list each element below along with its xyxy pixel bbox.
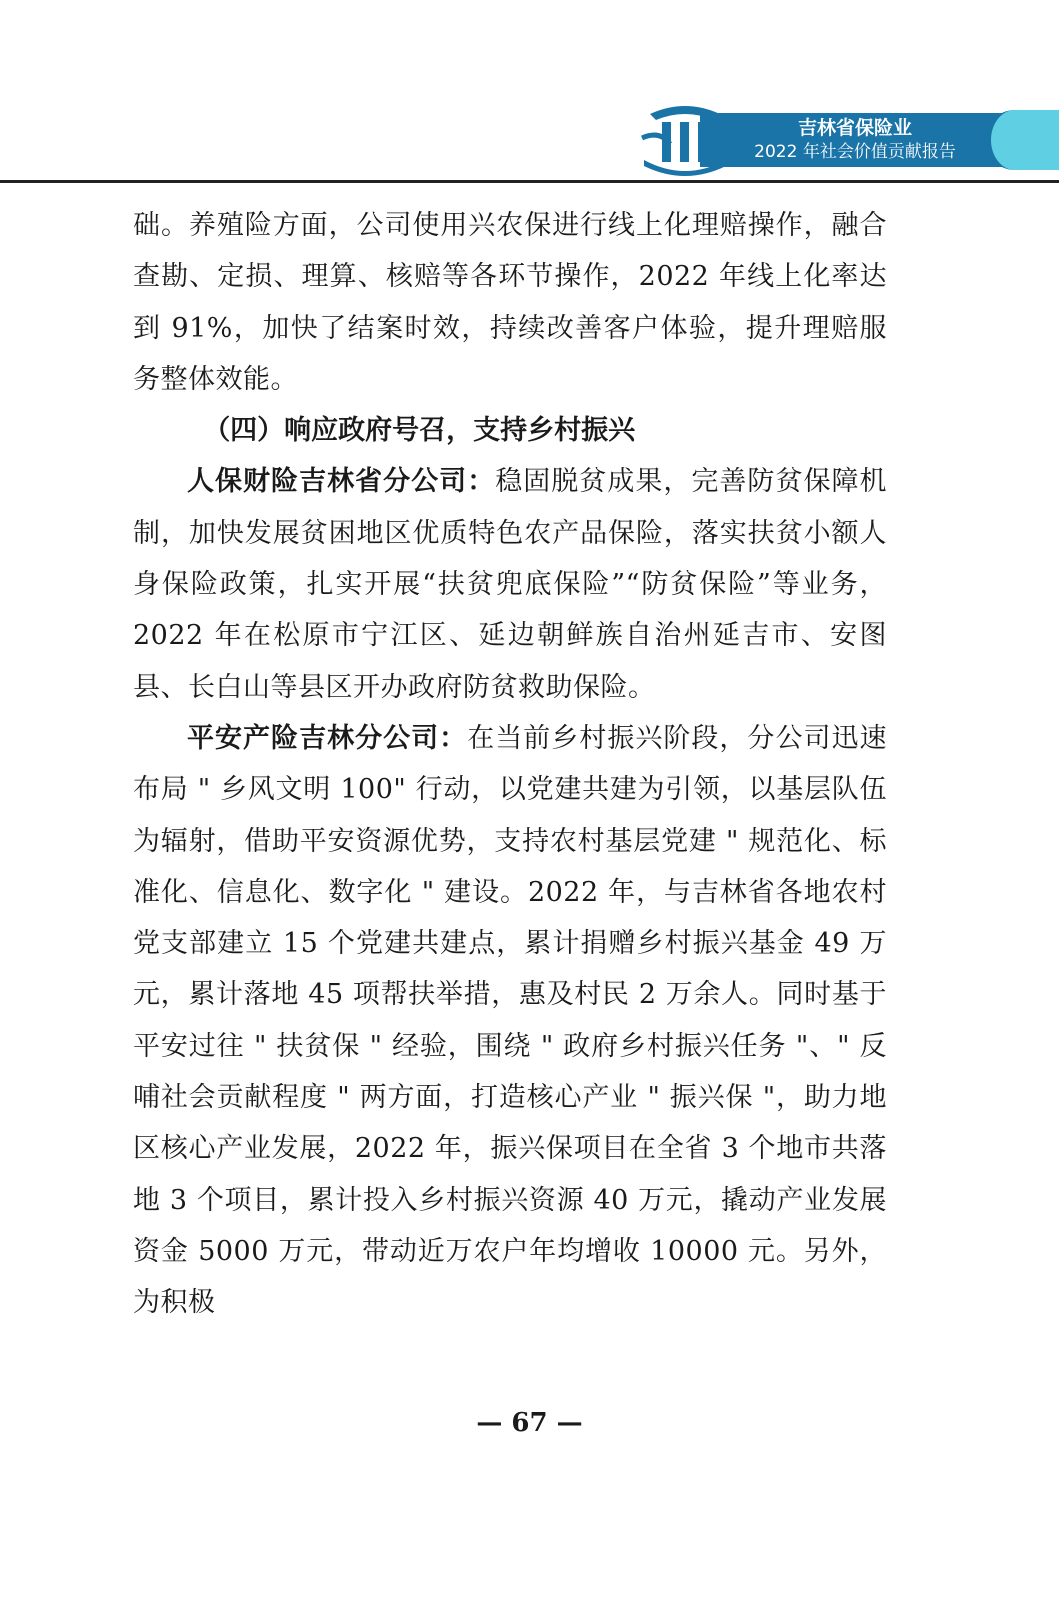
paragraph-pingan-text: 在当前乡村振兴阶段，分公司迅速布局 " 乡风文明 100" 行动，以党建共建为引领，以基层队伍为辐射，借助平安资源优势，支持农村基层党建 " 规范化、标准化、信息化、数字化 " 建设。2022 年，与吉林省各地农村党支部建立 15 个党建共建点，累计捐赠乡村振兴基金 49 万元，累计落地 45 项帮扶举措，惠及村民 2 万余人。同时基于平安过往 " 扶贫保 " 经验，围绕 " 政府乡村振兴任务 "、" 反哺社会贡献程度 " 两方面，打造核心产业 " 振兴保 "，助力地区核心产业发展，2022 年，振兴保项目在全省 3 个地市共落地 3 个项目，累计投入乡村振兴资源 40 万元，撬动产业发展资金 5000 万元，带动近万农户年均增收 10000 元。另外，为积极 <box>133 722 888 1319</box>
paragraph-picc-lead: 人保财险吉林省分公司： <box>187 466 496 498</box>
header-rule <box>0 180 1059 183</box>
header-title <box>720 116 990 164</box>
page-number: — 67 — <box>476 1408 583 1438</box>
header-banner-cap <box>985 110 1059 170</box>
paragraph-picc-text: 稳固脱贫成果，完善防贫保障机制，加快发展贫困地区优质特色农产品保险，落实扶贫小额人身保险政策，扎实开展“扶贫兜底保险”“防贫保险”等业务，2022 年在松原市宁江区、延边朝鲜族自治州延吉市、安图县、长白山等县区开办政府防贫救助保险。 <box>133 466 888 703</box>
paragraph-pingan <box>133 713 887 1329</box>
page-content <box>133 200 887 1329</box>
paragraph-pingan-lead: 平安产险吉林分公司： <box>187 722 468 754</box>
header-report-title: 2022 年社会价值贡献报告 <box>754 142 956 162</box>
section-heading: （四）响应政府号召，支持乡村振兴 <box>203 415 636 447</box>
header-org: 吉林省保险业 <box>797 117 912 139</box>
paragraph-breeding-insurance: 础。养殖险方面，公司使用兴农保进行线上化理赔操作，融合查勘、定损、理算、核赔等各环节操作，2022 年线上化率达到 91%，加快了结案时效，持续改善客户体验，提升理赔服务整体效能。 <box>133 210 887 395</box>
page-header <box>0 0 1059 186</box>
paragraph-picc <box>133 456 887 712</box>
